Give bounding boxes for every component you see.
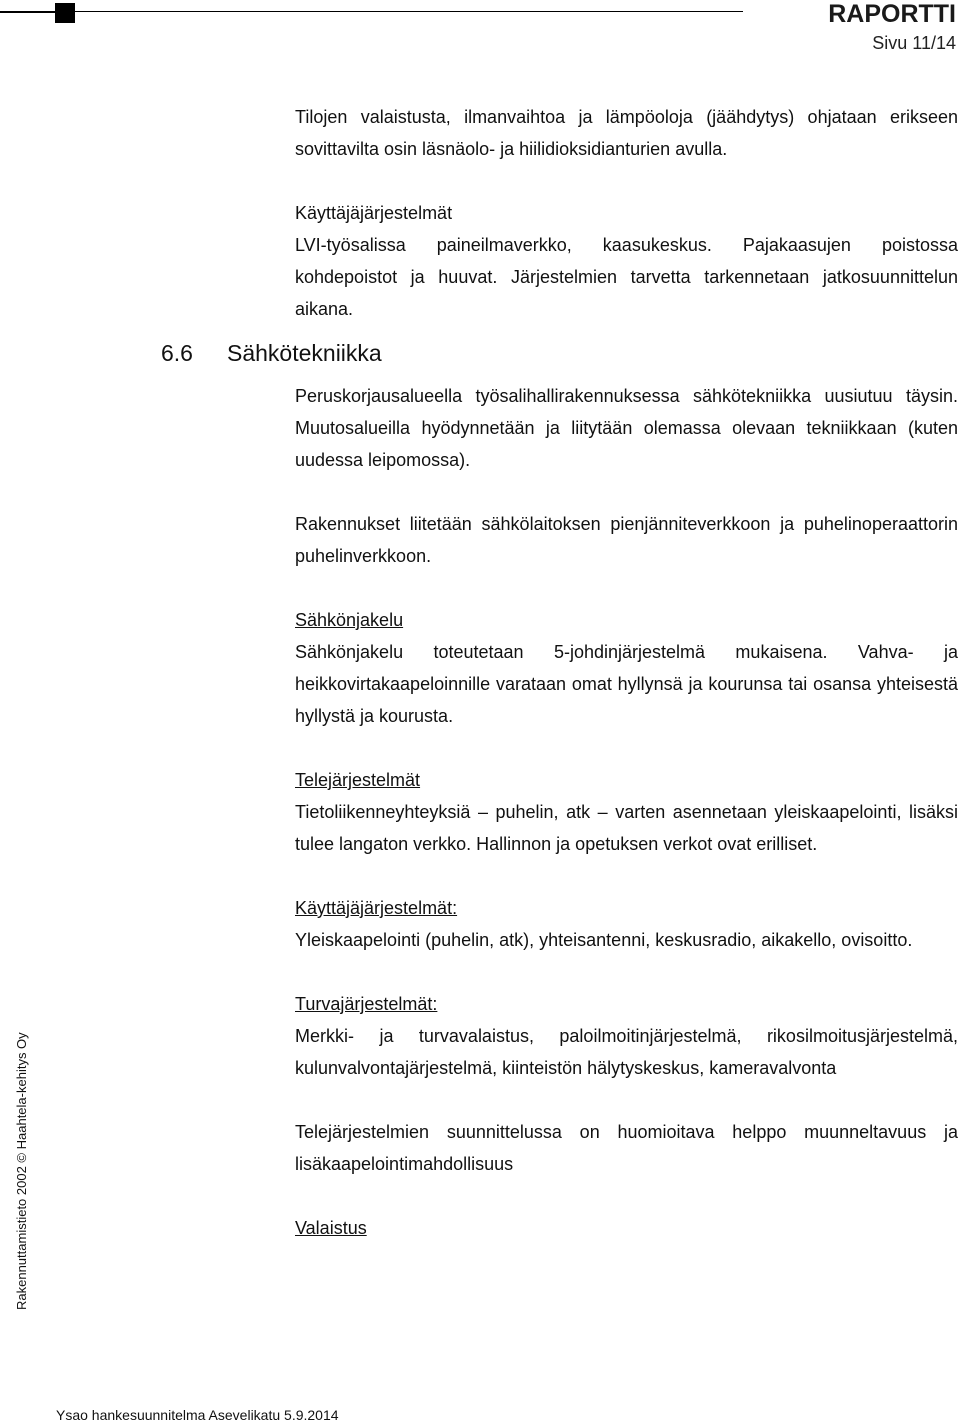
- intro-paragraph: Tilojen valaistusta, ilmanvaihtoa ja lämpöoloja (jäähdytys) ohjataan erikseen sovittavilta osin läsnäolo- ja hiilidioksidianturien avulla.: [295, 107, 958, 159]
- section-title: Sähkötekniikka: [227, 340, 382, 366]
- telecom-design-paragraph: Telejärjestelmien suunnittelussa on huomioitava helppo muunneltavuus ja lisäkaapelointimahdollisuus: [295, 1122, 958, 1174]
- telecom-paragraph: Tietoliikenneyhteyksiä – puhelin, atk – varten asennetaan yleiskaapelointi, lisäksi tulee langaton verkko. Hallinnon ja opetuksen verkot ovat erilliset.: [295, 802, 958, 854]
- page-number: Sivu 11/14: [872, 33, 956, 53]
- renovation-paragraph: Peruskorjausalueella työsalihallirakennuksessa sähkötekniikka uusiutuu täysin. Muutosalueilla hyödynnetään ja liitytään olemassa olevaan tekniikkaan (kuten uudessa leipomossa).: [295, 386, 958, 470]
- user-systems-paragraph: Yleiskaapelointi (puhelin, atk), yhteisantenni, keskusradio, aikakello, ovisoitto.: [295, 930, 913, 950]
- header-rule-left: [0, 11, 55, 13]
- section-number: 6.6: [161, 340, 193, 366]
- subheading-lighting: Valaistus: [295, 1218, 367, 1238]
- subheading-security-systems: Turvajärjestelmät:: [295, 994, 438, 1014]
- subheading-telecom: Telejärjestelmät: [295, 770, 421, 790]
- subheading-user-systems-lvi: Käyttäjäjärjestelmät: [295, 203, 453, 223]
- section-body: [295, 380, 958, 1244]
- subheading-user-systems: Käyttäjäjärjestelmät:: [295, 898, 458, 918]
- subheading-power-distribution: Sähkönjakelu: [295, 610, 404, 630]
- footer-text: Ysao hankesuunnitelma Asevelikatu 5.9.2014: [56, 1407, 339, 1423]
- side-copyright-text: Rakennuttamistieto 2002 © Haahtela-kehitys Oy: [14, 1032, 29, 1310]
- power-distribution-paragraph: Sähkönjakelu toteutetaan 5-johdinjärjestelmä mukaisena. Vahva- ja heikkovirtakaapeloinnille varataan omat hyllynsä ja kourunsa tai osansa yhteisestä hyllystä ja kourusta.: [295, 642, 958, 726]
- security-systems-paragraph: Merkki- ja turvavalaistus, paloilmoitinjärjestelmä, rikosilmoitusjärjestelmä, kulunvalvontajärjestelmä, kiinteistön hälytyskeskus, kameravalvonta: [295, 1026, 958, 1078]
- section-heading: [161, 340, 382, 367]
- report-title: RAPORTTI: [828, 0, 956, 28]
- intro-block: [295, 101, 958, 325]
- grid-connection-paragraph: Rakennukset liitetään sähkölaitoksen pienjänniteverkkoon ja puhelinoperaattorin puhelinverkkoon.: [295, 514, 958, 566]
- header-rule: [75, 11, 743, 12]
- header-square-icon: [55, 3, 75, 23]
- lvi-paragraph: LVI-työsalissa paineilmaverkko, kaasukeskus. Pajakaasujen poistossa kohdepoistot ja huuvat. Järjestelmien tarvetta tarkennetaan jatkosuunnittelun aikana.: [295, 235, 958, 319]
